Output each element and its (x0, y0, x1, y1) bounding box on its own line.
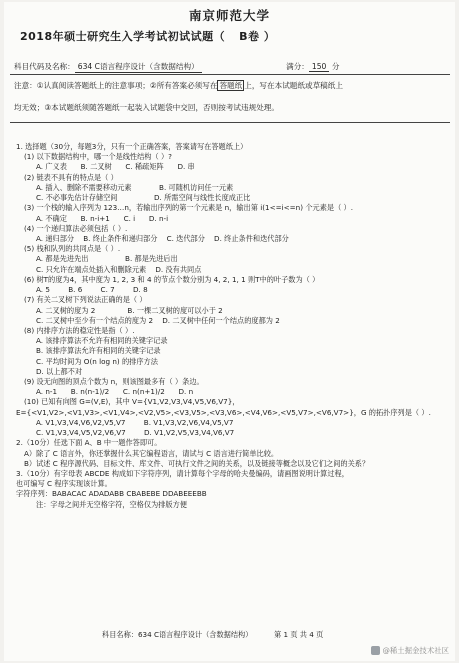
notice-line-2: 均无效；③本试题纸须随答题纸一起装入试题袋中交回，否则按考试违规处理。 (14, 103, 279, 112)
question-1: (1) 以下数据结构中，哪一个是线性结构（ ）? (24, 152, 172, 162)
question-5: (5) 栈和队列的共同点是（ ）. (24, 244, 121, 254)
section-3-title: 3.（10分）有字母表 ABCDE 构成如下字符序列，请计算每个字母的哈夫曼编码，请画图说明计算过程， (16, 469, 349, 478)
section-3-sequence: 字符序列：BABACAC ADADABB CBABEBE DDABEEEBB (16, 489, 207, 499)
options-4: A. 递归部分 B. 终止条件和递归部分 C. 迭代部分 D. 终止条件和迭代部分 (36, 233, 289, 243)
option-8b: B. 该排序算法允许有相同的关键字记录 (36, 346, 161, 356)
options-10b: C. V1,V3,V4,V5,V2,V6,V7 D. V1,V2,V5,V3,V4,V6,V7 (36, 428, 235, 438)
section-2-title: 2.（10分）任选下面 A、B 中一题作答即可。 (16, 438, 162, 448)
options-5a: A. 都是先进先出 B. 都是先进后出 (36, 254, 178, 264)
score-value: 150 (309, 62, 330, 72)
options-3: A. 不确定 B. n-i+1 C. i D. n-i (36, 213, 169, 223)
question-8: (8) 内排序方法的稳定性是指（ ）. (24, 325, 135, 335)
question-4: (4) 一个递归算法必须包括（ ）. (24, 223, 128, 233)
option-8d: D. 以上都不对 (36, 366, 83, 376)
option-8c: C. 平均时间为 O(n log n) 的排序方法 (36, 356, 158, 366)
option-8a: A. 该排序算法不允许有相同的关键字记录 (36, 336, 168, 346)
subject-label: 科目代码及名称： (14, 62, 75, 71)
options-1: A. 广义表 B. 二叉树 C. 稀疏矩阵 D. 串 (36, 162, 195, 172)
options-2b: C. 不必事先估计存储空间 D. 所需空间与线性长度成正比 (36, 193, 251, 203)
section-3-cont: 也可编写 C 程序实现该计算。 (16, 479, 112, 489)
question-6: (6) 树T的度为4，其中度为 1, 2, 3 和 4 的节点个数分别为 4, 2, 1, 1 则T中的叶子数为（ ） (24, 274, 320, 284)
university-title: 南京师范大学 (188, 8, 270, 23)
section-2-option-a: A）除了 C 语言外，你还掌握什么其它编程语言，请试与 C 语言进行简单比较。 (24, 448, 279, 458)
watermark-logo-icon (371, 646, 380, 655)
watermark-text: @稀土掘金技术社区 (382, 646, 449, 655)
question-2: (2) 链表不具有的特点是（ ） (24, 172, 118, 182)
options-5b: C. 只允许在端点处插入和删除元素 D. 没有共同点 (36, 264, 202, 274)
watermark (371, 645, 449, 656)
options-10a: A. V1,V3,V4,V6,V2,V5,V7 B. V1,V3,V2,V6,V4,V5,V7 (36, 417, 234, 427)
section-1-title: 1. 选择题（30分，每题3分，只有一个正确答案，答案请写在答题纸上） (16, 142, 248, 151)
divider-top (10, 74, 450, 75)
question-7: (7) 有关二叉树下列说法正确的是（ ） (24, 295, 147, 305)
question-10: (10) 已知有向图 G=(V,E)，其中 V={V1,V2,V3,V4,V5,V6,V7}， (24, 397, 240, 407)
question-9: (9) 设无向图的顶点个数为 n，则该图最多有（ ）条边。 (24, 377, 204, 387)
notice-text-b: 上，写在本试题纸或草稿纸上 (244, 81, 343, 90)
question-list (16, 142, 446, 510)
footer-subject: 科目名称：634 C语言程序设计（含数据结构） (102, 630, 253, 639)
notice-boxed-word: 答题纸 (219, 81, 243, 90)
options-7b: C. 二叉树中至少有一个结点的度为 2 D. 二叉树中任何一个结点的度都为 2 (36, 315, 280, 325)
options-6: A. 5 B. 6 C. 7 D. 8 (36, 285, 148, 295)
subject-line (14, 61, 339, 73)
question-10-edges: E={<V1,V2>,<V1,V3>,<V1,V4>,<V2,V5>,<V3,V5>,<V3,V6>,<V4,V6>,<V5,V7>,<V6,V7>}，G 的拓扑序列是（ ）. (16, 407, 431, 417)
exam-title-text: 2018年硕士研究生入学考试初试试题（ (20, 30, 226, 43)
score-label: 满分： (286, 62, 309, 71)
section-3-note: 注：字母之间并无空格字符，空格仅为排版方便 (36, 499, 187, 509)
divider-bottom (10, 122, 450, 123)
footer-page: 第 1 页 共 4 页 (274, 630, 324, 639)
score-unit: 分 (331, 62, 340, 71)
exam-title (20, 28, 275, 44)
options-9: A. n-1 B. n(n-1)/2 C. n(n+1)/2 D. n (36, 387, 194, 397)
question-3: (3) 一个栈的输入序列为 123…n，若输出序列的第一个元素是 n，输出第 i(1<=i<=n) 个元素是（ ）. (24, 203, 354, 213)
options-2a: A. 插入、删除不需要移动元素 B. 可随机访问任一元素 (36, 182, 234, 192)
exam-volume: B卷 ） (239, 30, 276, 43)
subject-value: 634 C语言程序设计（含数据结构） (75, 61, 202, 73)
notice-text-a: 注意：①认真阅读答题纸上的注意事项；②所有答案必须写在 (14, 81, 218, 90)
options-7a: A. 二叉树的度为 2 B. 一棵二叉树的度可以小于 2 (36, 305, 223, 315)
notice-line-1 (14, 80, 343, 91)
section-2-option-b: B）试述 C 程序源代码、目标文件、库文件、可执行文件之间的关系，以及链接等概念以及它们之间的关系？ (24, 458, 370, 468)
